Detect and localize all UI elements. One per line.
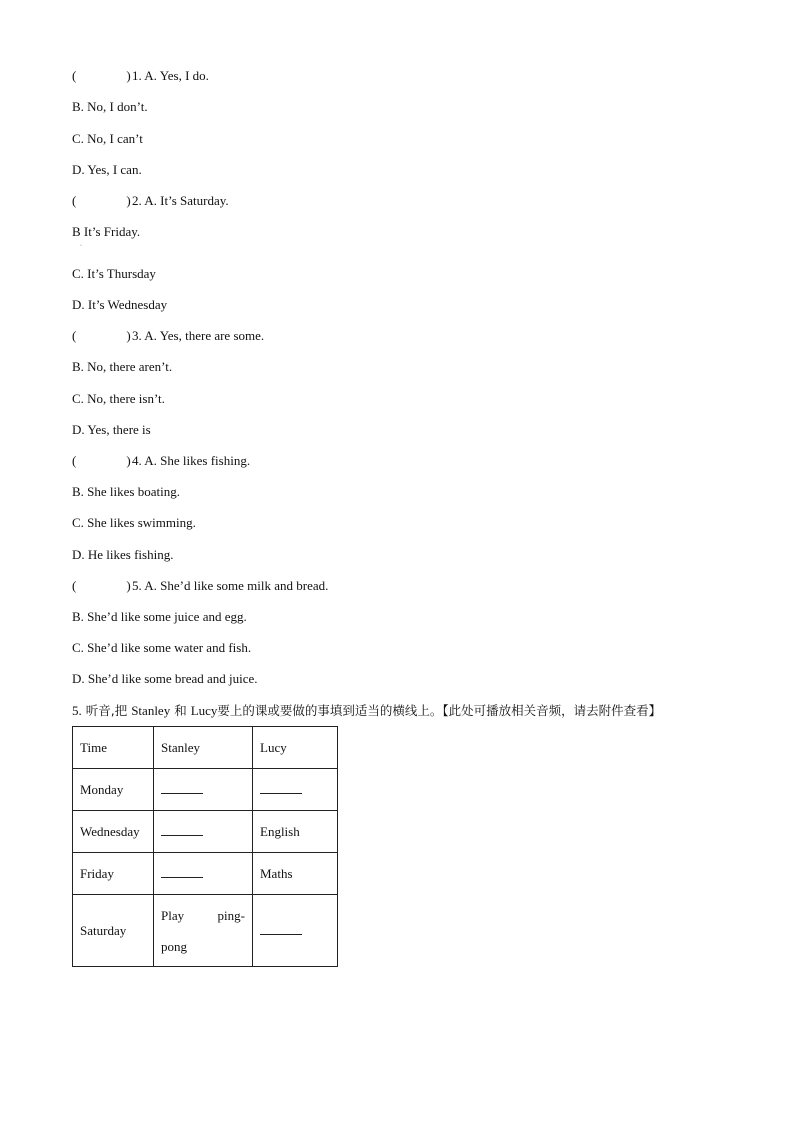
- question-5-option-b: B. She’d like some juice and egg.: [72, 609, 247, 624]
- header-stanley: Stanley: [154, 727, 253, 769]
- question-2-option-d: D. It’s Wednesday: [72, 297, 168, 312]
- question-5-option-c: C. She’d like some water and fish.: [72, 640, 252, 655]
- question-1-option-b: B. No, I don’t.: [72, 99, 148, 114]
- answer-blank[interactable]: [260, 782, 302, 794]
- day-cell: Monday: [73, 769, 154, 811]
- task-name-lucy: Lucy: [190, 703, 218, 718]
- question-3-option-c: C. No, there isn’t.: [72, 391, 165, 406]
- task-number: 5.: [72, 703, 82, 718]
- task-text-2: 要上的课或要做的事填到适当的横线上。【此处可播放相关音频，请去附件查看】: [217, 703, 662, 718]
- question-3-option-d: D. Yes, there is: [72, 422, 151, 437]
- header-lucy: Lucy: [253, 727, 338, 769]
- answer-blank-cell[interactable]: [154, 811, 253, 853]
- table-row: [73, 811, 338, 853]
- question-2-option-a: ( )2. A. It’s Saturday.: [72, 193, 229, 208]
- question-3-option-b: B. No, there aren’t.: [72, 359, 173, 374]
- table-row: [73, 895, 338, 967]
- question-5-option-a: ( )5. A. She’d like some milk and bread.: [72, 578, 329, 593]
- stanley-cell: Play ping- pong: [154, 895, 253, 967]
- task-name-stanley: Stanley: [131, 703, 171, 718]
- stray-dot: ·: [80, 243, 82, 249]
- question-2-option-b: B It’s Friday.: [72, 224, 141, 239]
- header-time: Time: [73, 727, 154, 769]
- question-4-option-c: C. She likes swimming.: [72, 515, 196, 530]
- question-5-option-d: D. She’d like some bread and juice.: [72, 671, 258, 686]
- task-text-1: 听音,把: [85, 703, 128, 718]
- question-3-option-a: ( )3. A. Yes, there are some.: [72, 328, 265, 343]
- answer-blank[interactable]: [161, 782, 203, 794]
- day-cell: Wednesday: [73, 811, 154, 853]
- task-instruction: [72, 703, 661, 719]
- answer-paren[interactable]: ( ): [72, 328, 131, 343]
- lucy-cell: Maths: [253, 853, 338, 895]
- question-1-option-d: D. Yes, I can.: [72, 162, 142, 177]
- question-4-option-b: B. She likes boating.: [72, 484, 180, 499]
- question-2-option-c: C. It’s Thursday: [72, 266, 156, 281]
- table-row: [73, 769, 338, 811]
- question-4-option-d: D. He likes fishing.: [72, 547, 174, 562]
- table-row: [73, 853, 338, 895]
- table-header-row: [73, 727, 338, 769]
- lucy-cell: English: [253, 811, 338, 853]
- answer-blank[interactable]: [161, 824, 203, 836]
- answer-blank-cell[interactable]: [154, 853, 253, 895]
- answer-paren[interactable]: ( ): [72, 453, 131, 468]
- answer-blank-cell[interactable]: [154, 769, 253, 811]
- answer-blank[interactable]: [161, 866, 203, 878]
- schedule-table: [72, 726, 338, 967]
- answer-paren[interactable]: ( ): [72, 578, 131, 593]
- day-cell: Saturday: [73, 895, 154, 967]
- answer-paren[interactable]: ( ): [72, 193, 131, 208]
- question-1-option-c: C. No, I can’t: [72, 131, 143, 146]
- day-cell: Friday: [73, 853, 154, 895]
- question-1-option-a: ( )1. A. Yes, I do.: [72, 68, 209, 83]
- task-text-and: 和: [174, 703, 187, 718]
- answer-blank-cell[interactable]: [253, 895, 338, 967]
- answer-blank-cell[interactable]: [253, 769, 338, 811]
- answer-paren[interactable]: ( ): [72, 68, 131, 83]
- answer-blank[interactable]: [260, 923, 302, 935]
- question-4-option-a: ( )4. A. She likes fishing.: [72, 453, 251, 468]
